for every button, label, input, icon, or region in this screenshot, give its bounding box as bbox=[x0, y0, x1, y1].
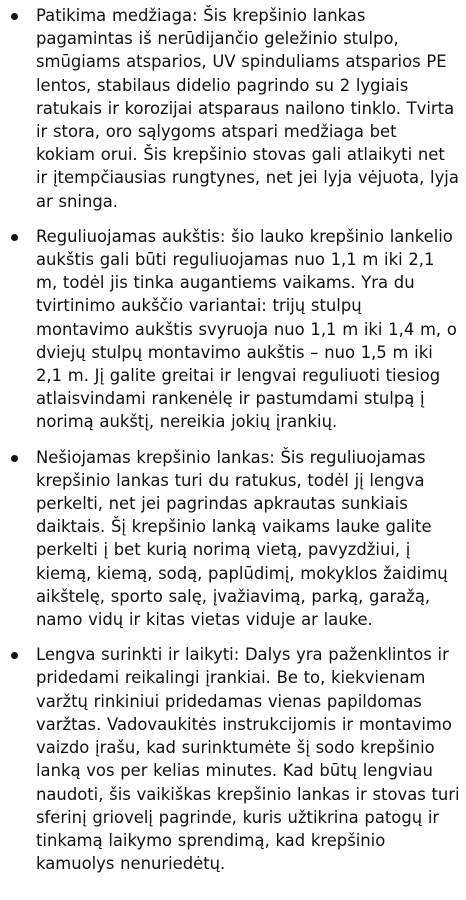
bullet-dot-icon bbox=[11, 455, 18, 462]
bullet-item-assembly bbox=[36, 643, 460, 875]
bullet-dot-icon bbox=[11, 234, 18, 241]
feature-bullet-list bbox=[36, 4, 460, 875]
bullet-dot-icon bbox=[11, 652, 18, 659]
bullet-text: Nešiojamas krepšinio lankas: Šis reguliuojamas krepšinio lankas turi du ratukus, todėl jį lengva perkelti, net jei pagrindas apkrautas sunkiais daiktais. Šį krepšinio lanką vaikams lauke galite perkelti į bet kurią norimą vietą, pavyzdžiui, į kiemą, kiemą, sodą, paplūdimį, mokyklos žaidimų aikštelę, sporto salę, įvažiavimą, parką, garažą, namo vidų ir kitas vietas viduje ar lauke. bbox=[36, 447, 448, 630]
bullet-text: Reguliuojamas aukštis: šio lauko krepšinio lankelio aukštis gali būti reguliuojamas nuo 1,1 m iki 2,1 m, todėl jis tinka augantiems vaikams. Yra du tvirtinimo aukščio variantai: trijų stulpų montavimo aukštis svyruoja nuo 1,1 m iki 1,4 m, o dviejų stulpų montavimo aukštis – nuo 1,5 m iki 2,1 m. Jį galite greitai ir lengvai reguliuoti tiesiog atlaisvindami rankenėlę ir pastumdami stulpą į norimą aukštį, nereikia jokių įrankių. bbox=[36, 226, 457, 432]
bullet-dot-icon bbox=[11, 13, 18, 20]
bullet-item-height bbox=[36, 225, 460, 434]
bullet-item-portable bbox=[36, 446, 460, 632]
bullet-item-material bbox=[36, 4, 460, 213]
bullet-text: Patikima medžiaga: Šis krepšinio lankas pagamintas iš nerūdijančio geležinio stulpo, smūgiams atsparios, UV spinduliams atsparios PE lentos, stabilaus didelio pagrindo su 2 lygiais ratukais ir korozijai atsparaus nailono tinklo. Tvirta ir stora, oro sąlygoms atspari medžiaga bet kokiam orui. Šis krepšinio stovas gali atlaikyti net ir įtempčiausias rungtynes, net jei lyja vėjuota, lyja ar sninga. bbox=[36, 6, 459, 211]
bullet-text: Lengva surinkti ir laikyti: Dalys yra paženklintos ir pridedami reikalingi įrankiai. Be to, kiekvienam varžtų rinkiniui pridedamas vienas papildomas varžtas. Vadovaukitės instrukcijomis ir montavimo vaizdo įrašu, kad surinktumėte šį sodo krepšinio lanką vos per kelias minutes. Kad būtų lengviau naudoti, šis vaikiškas krepšinio lankas ir stovas turi sferinį griovelį pagrinde, kuris užtikrina patogų ir tinkamą laikymo sprendimą, kad krepšinio kamuolys nenuriedėtų. bbox=[36, 645, 460, 874]
